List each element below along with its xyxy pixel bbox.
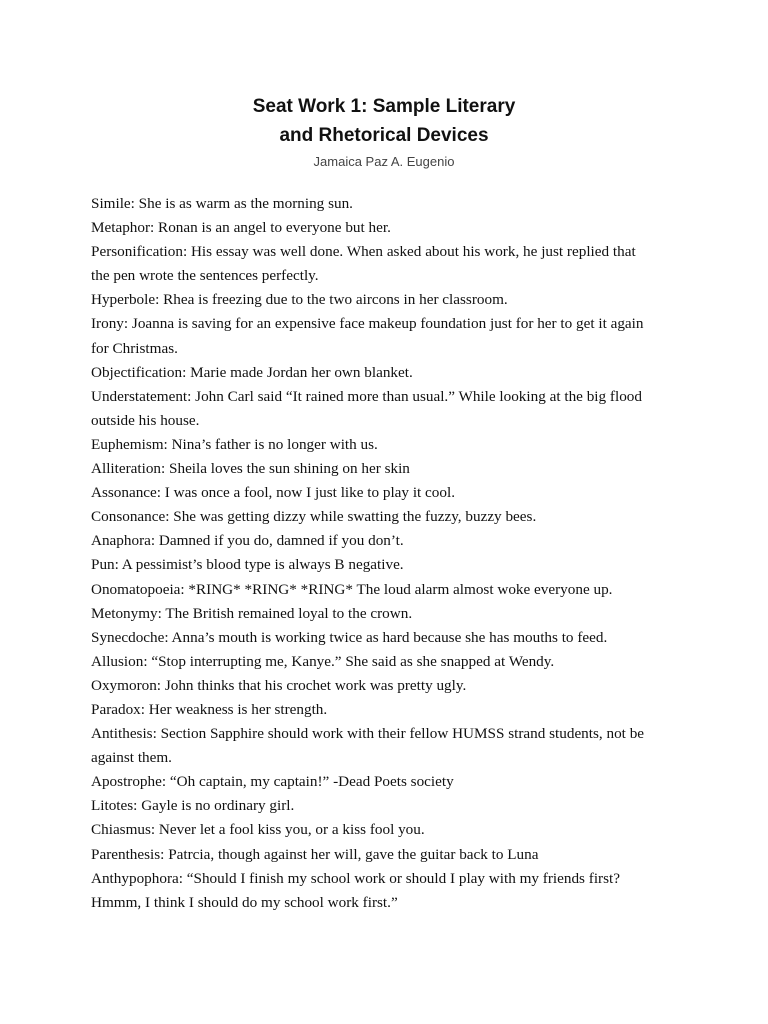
text-line: Metaphor: Ronan is an angel to everyone but her. — [91, 219, 391, 237]
text-line: Consonance: She was getting dizzy while swatting the fuzzy, buzzy bees. — [91, 508, 537, 526]
text-line: Hyperbole: Rhea is freezing due to the two aircons in her classroom. — [91, 291, 508, 309]
text-line: Metonymy: The British remained loyal to the crown. — [91, 604, 413, 622]
text-line: Synecdoche: Anna’s mouth is working twice as hard because she has mouths to feed. — [91, 628, 608, 646]
text-line: Personification: His essay was well done. When asked about his work, he just replied that — [91, 243, 636, 261]
text-line: Anaphora: Damned if you do, damned if you don’t. — [91, 532, 404, 550]
text-line: Objectification: Marie made Jordan her own blanket. — [91, 363, 413, 381]
text-line: Chiasmus: Never let a fool kiss you, or a kiss fool you. — [91, 821, 425, 839]
text-line: Anthypophora: “Should I finish my school work or should I play with my friends first? — [91, 869, 620, 887]
text-line: the pen wrote the sentences perfectly. — [91, 267, 319, 285]
text-line: Paradox: Her weakness is her strength. — [91, 700, 328, 718]
author-name: Jamaica Paz A. Eugenio — [313, 154, 455, 169]
text-line: Antithesis: Section Sapphire should work with their fellow HUMSS strand students, not be — [91, 725, 645, 743]
text-line: Euphemism: Nina’s father is no longer with us. — [91, 435, 378, 453]
text-line: Onomatopoeia: *RING* *RING* *RING* The loud alarm almost woke everyone up. — [91, 580, 613, 598]
text-line: Apostrophe: “Oh captain, my captain!” -Dead Poets society — [91, 773, 454, 791]
text-line: Litotes: Gayle is no ordinary girl. — [91, 797, 295, 815]
text-line: Hmmm, I think I should do my school work first.” — [91, 893, 398, 911]
title-line-1: Seat Work 1: Sample Literary — [252, 96, 516, 117]
text-line: Simile: She is as warm as the morning sun. — [91, 195, 353, 212]
document-title — [0, 92, 768, 150]
text-line: Assonance: I was once a fool, now I just like to play it cool. — [91, 484, 455, 502]
text-line: against them. — [91, 749, 172, 767]
text-line: Alliteration: Sheila loves the sun shining on her skin — [91, 460, 410, 478]
text-line: Oxymoron: John thinks that his crochet work was pretty ugly. — [91, 676, 467, 694]
text-line: Irony: Joanna is saving for an expensive face makeup foundation just for her to get it again — [91, 315, 644, 333]
text-line: Parenthesis: Patrcia, though against her will, gave the guitar back to Luna — [91, 845, 539, 863]
text-line: for Christmas. — [91, 339, 178, 357]
text-line: Pun: A pessimist’s blood type is always B negative. — [91, 556, 404, 574]
document-body — [91, 192, 691, 915]
text-line: Allusion: “Stop interrupting me, Kanye.” She said as she snapped at Wendy. — [91, 652, 555, 670]
title-line-2: and Rhetorical Devices — [279, 125, 489, 146]
text-line: Understatement: John Carl said “It rained more than usual.” While looking at the big flood — [91, 387, 642, 405]
text-line: outside his house. — [91, 411, 200, 429]
